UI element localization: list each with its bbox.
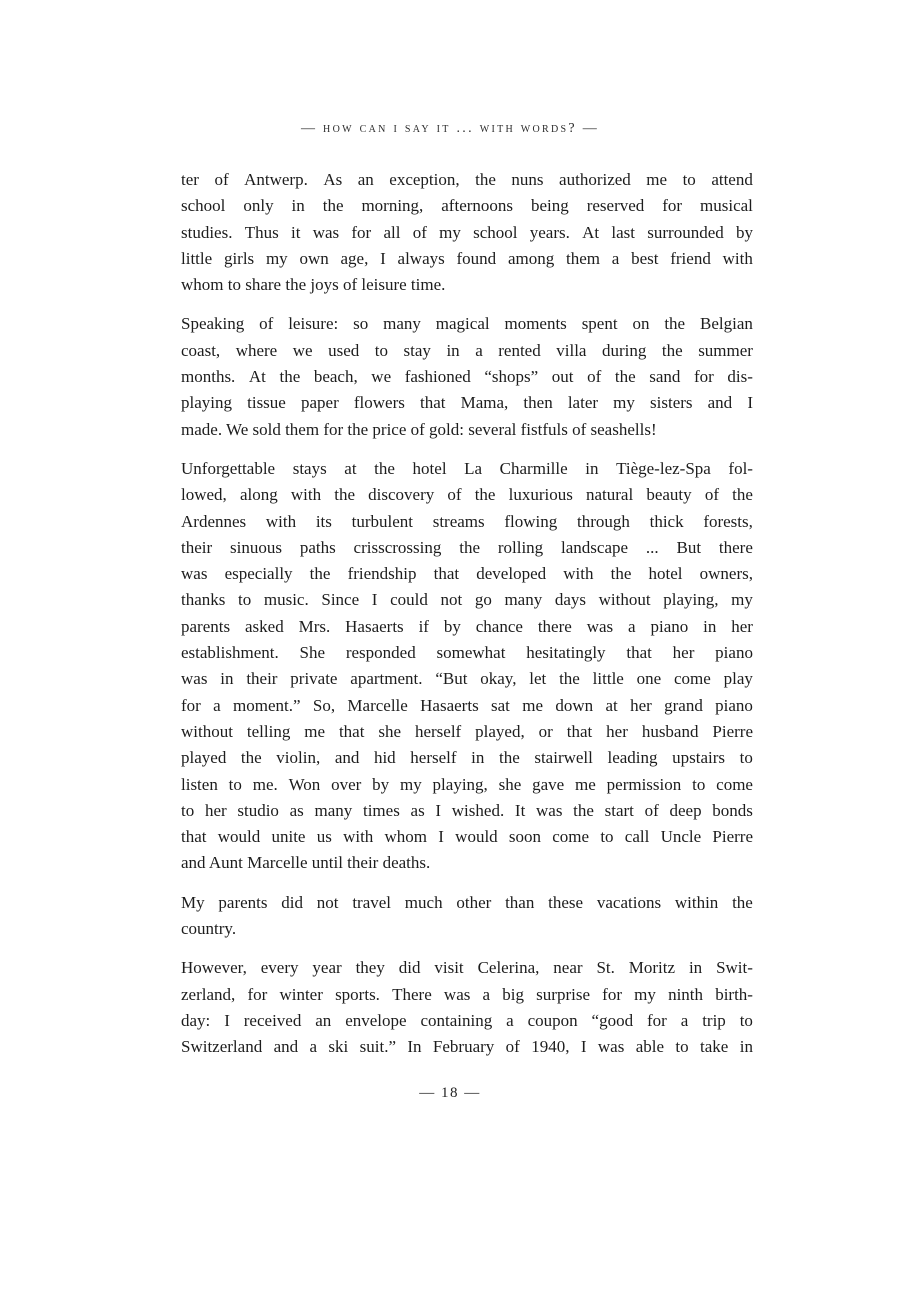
text-line: country.	[181, 919, 237, 939]
text-line: lowed, along with the discovery of the luxurious natural beauty of the	[181, 485, 753, 505]
text-line: to her studio as many times as I wished. It was the start of deep bonds	[181, 800, 753, 820]
text-line: coast, where we used to stay in a rented villa during the summer	[181, 340, 753, 360]
text-line: thanks to music. Since I could not go many days without playing, my	[181, 590, 753, 610]
text-line: Unforgettable stays at the hotel La Charmille in Tiège-lez-Spa fol-	[181, 458, 753, 478]
text-line: zerland, for winter sports. There was a big surprise for my ninth birth-	[181, 984, 753, 1004]
text-line: establishment. She responded somewhat hesitatingly that her piano	[181, 643, 753, 663]
text-line: school only in the morning, afternoons being reserved for musical	[181, 196, 753, 216]
text-line: My parents did not travel much other than these vacations within the	[181, 892, 753, 912]
text-line: played the violin, and hid herself in the stairwell leading upstairs to	[181, 748, 753, 768]
text-line: ter of Antwerp. As an exception, the nuns authorized me to attend	[181, 170, 753, 189]
text-line: little girls my own age, I always found among them a best friend with	[181, 248, 753, 268]
text-line: made. We sold them for the price of gold: several fistfuls of seashells!	[181, 419, 657, 439]
text-line: Switzerland and a ski suit.” In February of 1940, I was able to take in	[181, 1037, 753, 1057]
text-line: day: I received an envelope containing a coupon “good for a trip to	[181, 1010, 753, 1030]
text-line: and Aunt Marcelle until their deaths.	[181, 853, 431, 873]
text-line: parents asked Mrs. Hasaerts if by chance there was a piano in her	[181, 616, 753, 636]
text-line: was in their private apartment. “But okay, let the little one come play	[181, 669, 753, 689]
text-line: Ardennes with its turbulent streams flowing through thick forests,	[181, 511, 753, 531]
text-line: However, every year they did visit Celerina, near St. Moritz in Swit-	[181, 958, 753, 978]
text-line: was especially the friendship that developed with the hotel owners,	[181, 564, 753, 584]
text-line: Speaking of leisure: so many magical moments spent on the Belgian	[181, 314, 753, 334]
paragraph	[181, 167, 753, 298]
text-line: listen to me. Won over by my playing, she gave me permission to come	[181, 774, 753, 794]
text-line: their sinuous paths crisscrossing the rolling landscape ... But there	[181, 537, 753, 557]
paragraph	[181, 456, 753, 877]
text-line: months. At the beach, we fashioned “shops” out of the sand for dis-	[181, 367, 753, 387]
text-line: for a moment.” So, Marcelle Hasaerts sat me down at her grand piano	[181, 695, 753, 715]
running-header: — how can i say it ... with words? —	[300, 121, 600, 136]
page-number: — 18 —	[419, 1085, 481, 1101]
text-line: without telling me that she herself played, or that her husband Pierre	[181, 721, 753, 741]
paragraph	[181, 890, 753, 943]
text-line: studies. Thus it was for all of my school years. At last surrounded by	[181, 222, 753, 242]
text-line: whom to share the joys of leisure time.	[181, 275, 446, 295]
paragraph	[181, 955, 753, 1060]
paragraph	[181, 311, 753, 442]
text-line: that would unite us with whom I would soon come to call Uncle Pierre	[181, 827, 753, 847]
text-line: playing tissue paper flowers that Mama, then later my sisters and I	[181, 393, 753, 413]
page-body	[181, 167, 753, 1061]
